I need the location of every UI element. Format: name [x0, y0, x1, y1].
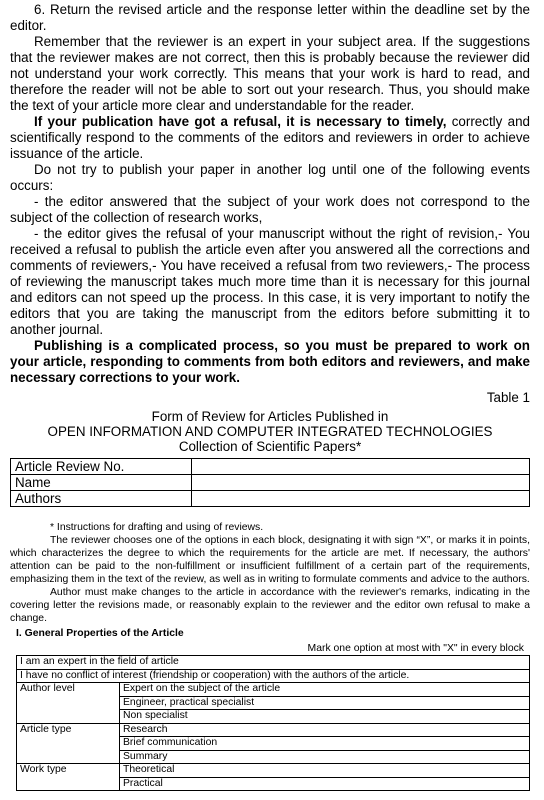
review-no-label: Article Review No. — [11, 459, 192, 475]
form-title-line-2: OPEN INFORMATION AND COMPUTER INTEGRATED TECHNOLOGIES — [47, 424, 493, 439]
paragraph-editor-subject: - the editor answered that the subject of your work does not correspond to the subject of the collection of research works, — [10, 194, 530, 225]
article-type-option[interactable]: Research — [120, 723, 530, 737]
article-type-option[interactable]: Brief communication — [120, 737, 530, 751]
paragraph-step-6: 6. Return the revised article and the response letter within the deadline set by the editor. — [10, 2, 530, 33]
work-type-option[interactable]: Practical — [120, 777, 530, 791]
general-properties-table — [16, 655, 530, 791]
table-row — [17, 723, 530, 737]
table-row — [17, 683, 530, 697]
form-title-line-3: Collection of Scientific Papers* — [178, 439, 362, 454]
table-row[interactable] — [17, 656, 530, 670]
article-type-label: Article type — [17, 723, 120, 764]
paragraph-reviewer-expert: Remember that the reviewer is an expert in your subject area. If the suggestions that the reviewer makes are not correct, then this is probably because the reviewer did not understand your work correctly. This means that your work is hard to read, and therefore the reader will not be able to sort out your research. Thus, you should make the text of your article more clear and understandable for the reader. — [10, 34, 530, 113]
article-type-option[interactable]: Summary — [120, 750, 530, 764]
expert-row[interactable]: I am an expert in the field of article — [17, 656, 530, 670]
author-level-option[interactable]: Expert on the subject of the article — [120, 683, 530, 697]
table-label: Table 1 — [486, 390, 530, 405]
paragraph-publishing-process: Publishing is a complicated process, so you must be prepared to work on your article, responding to comments from both editors and reviewers, and make necessary corrections to your work. — [10, 338, 530, 385]
name-label: Name — [11, 475, 192, 491]
document-page — [10, 2, 530, 791]
table-row — [17, 764, 530, 778]
instructions-block — [10, 521, 530, 625]
paragraph-refusal — [10, 114, 530, 162]
table-row[interactable] — [17, 669, 530, 683]
author-level-label: Author level — [17, 683, 120, 724]
authors-label: Authors — [11, 491, 192, 507]
table-row — [11, 459, 530, 475]
author-level-option[interactable]: Non specialist — [120, 710, 530, 724]
mark-note: Mark one option at most with "X" in every block — [307, 643, 524, 654]
form-title-line-1: Form of Review for Articles Published in — [151, 409, 389, 424]
paragraph-do-not-publish: Do not try to publish your paper in another log until one of the following events occurs: — [10, 162, 530, 193]
instructions-heading: * Instructions for drafting and using of reviews. — [50, 522, 264, 533]
author-level-option[interactable]: Engineer, practical specialist — [120, 696, 530, 710]
work-type-label: Work type — [17, 764, 120, 791]
work-type-option[interactable]: Theoretical — [120, 764, 530, 778]
section-heading: I. General Properties of the Article — [16, 628, 184, 639]
table-row — [11, 475, 530, 491]
name-field[interactable] — [192, 475, 530, 491]
refusal-rest-text: correctly and scientifically respond to the comments of the editors and reviewers in order to achieve issuance of the article. — [10, 114, 530, 161]
conflict-row[interactable]: I have no conflict of interest (friendship or cooperation) with the authors of the article. — [17, 669, 530, 683]
authors-field[interactable] — [192, 491, 530, 507]
instructions-author: Author must make changes to the article in accordance with the reviewer's remarks, indicating in the covering letter the revisions made, or reasonably explain to the reviewer and the editor own refusal to make a change. — [10, 587, 530, 624]
instructions-reviewer: The reviewer chooses one of the options in each block, designating it with sign “X”, or marks it in points, which characterizes the degree to which the requirements for the article are met. If necessary, the authors' attention can be paid to the non-fulfillment or insufficient fulfillment of a certain part of the requirements, emphasizing them in the text of the review, as well as in writing to formulate comments and advice to the authors. — [10, 535, 530, 585]
review-info-table — [10, 458, 530, 507]
review-no-field[interactable] — [192, 459, 530, 475]
refusal-bold-text: If your publication have got a refusal, it is necessary to timely, — [34, 114, 447, 129]
paragraph-editor-refusal: - the editor gives the refusal of your manuscript without the right of revision,- You received a refusal to publish the article even after you answered all the corrections and comments of reviewers,- You have received a refusal from two reviewers,- The process of reviewing the manuscript takes much more time than it is necessary for this journal and editors can not speed up the process. In this case, it is very important to notify the editors that you are taking the manuscript from the editors before submitting it to another journal. — [10, 226, 530, 337]
table-row — [11, 491, 530, 507]
